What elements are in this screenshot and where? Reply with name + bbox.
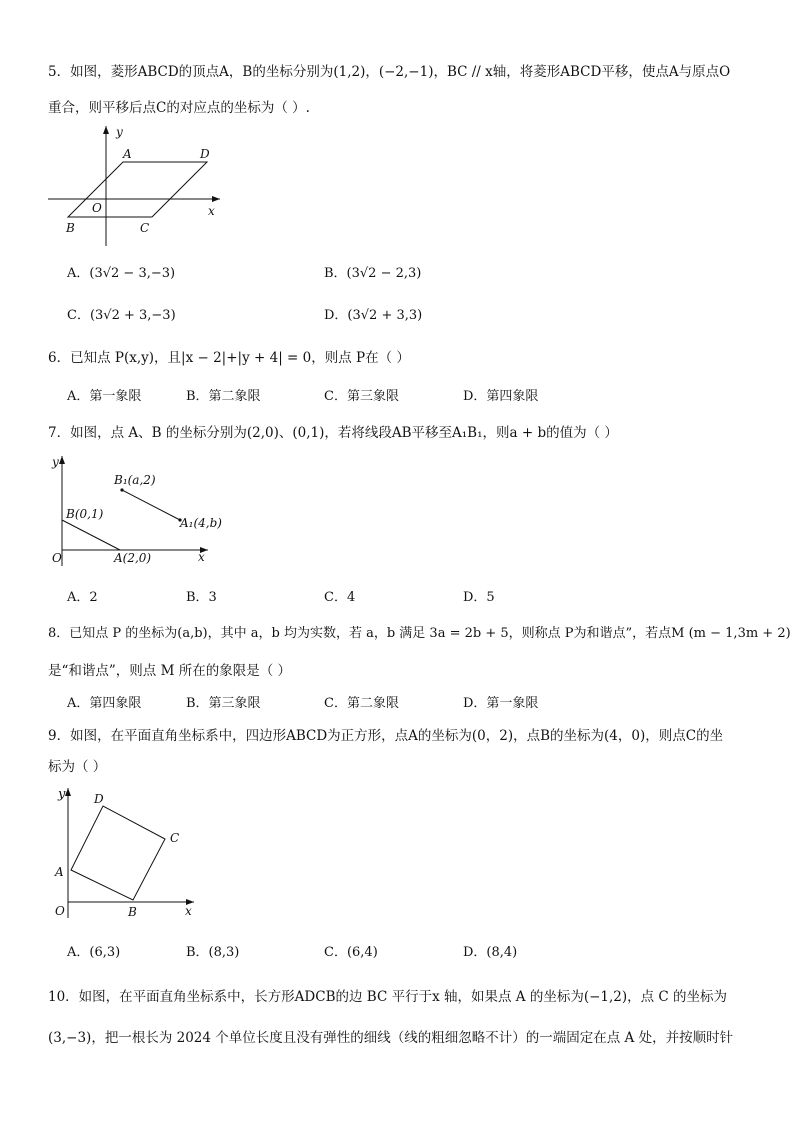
q5-rhombus-abcd xyxy=(68,162,207,217)
q9-option-c[interactable]: C．(6,4) xyxy=(324,945,378,960)
q5-option-c[interactable]: C．(3√2 + 3,−3) xyxy=(67,308,176,323)
q7-option-d[interactable]: D．5 xyxy=(463,590,495,605)
q5-rhombus-figure xyxy=(40,122,230,254)
q6-option-b[interactable]: B．第二象限 xyxy=(186,389,261,404)
q5-label-y: y xyxy=(116,125,123,139)
q5-label-o: O xyxy=(92,201,102,215)
q7-option-c[interactable]: C．4 xyxy=(324,590,356,605)
q7-label-a: A(2,0) xyxy=(114,551,152,565)
q7-label-b1: B₁(a,2) xyxy=(114,473,156,487)
q5-option-d[interactable]: D．(3√2 + 3,3) xyxy=(324,308,423,323)
q9-label-c: C xyxy=(170,831,180,845)
q8-stem-line2: 是“和谐点”，则点 M 所在的象限是（ ） xyxy=(48,663,291,679)
q7-option-a[interactable]: A．2 xyxy=(67,590,98,605)
q9-option-d[interactable]: D．(8,4) xyxy=(463,945,518,960)
q5-x-arrow xyxy=(212,196,220,202)
q8-stem-line1: 8．已知点 P 的坐标为(a,b)，其中 a，b 均为实数，若 a，b 满足 3a = 2b + 5，则称点 P为和谐点”，若点M (m − 1,3m + 2) xyxy=(48,626,791,641)
q7-label-o: O xyxy=(52,551,62,565)
q9-label-d: D xyxy=(94,792,104,806)
q9-stem-line2: 标为（ ） xyxy=(48,759,107,775)
q5-label-b: B xyxy=(66,221,75,235)
q10-stem-line2: (3,−3)，把一根长为 2024 个单位长度且没有弹性的细线（线的粗细忽略不计）的一端固定在点 A 处，并按顺时针 xyxy=(48,1030,734,1046)
q7-segment-figure xyxy=(44,450,222,570)
q9-label-a: A xyxy=(55,865,64,879)
q7-stem-line1: 7．如图，点 A、B 的坐标分别为(2,0)、(0,1)，若将线段AB平移至A₁B₁，则a + b的值为（ ） xyxy=(48,425,618,441)
q8-option-a[interactable]: A．第四象限 xyxy=(67,696,142,711)
q5-stem-line2: 重合，则平移后点C的对应点的坐标为（ ）. xyxy=(48,100,310,116)
q7-option-b[interactable]: B．3 xyxy=(186,590,217,605)
q6-stem-line1: 6．已知点 P(x,y)，且|x − 2|+|y + 4| = 0，则点 P在（ ） xyxy=(48,350,410,366)
q10-stem-line1: 10．如图，在平面直角坐标系中，长方形ADCB的边 BC 平行于x 轴，如果点 A 的坐标为(−1,2)，点 C 的坐标为 xyxy=(48,989,728,1005)
q9-option-b[interactable]: B．(8,3) xyxy=(186,945,240,960)
q9-option-a[interactable]: A．(6,3) xyxy=(67,945,121,960)
q7-label-x: x xyxy=(198,550,205,564)
q9-y-arrow xyxy=(65,788,71,796)
q8-option-c[interactable]: C．第二象限 xyxy=(324,696,399,711)
q7-segment-ab xyxy=(62,520,120,550)
q5-label-x: x xyxy=(208,204,215,218)
q6-option-c[interactable]: C．第三象限 xyxy=(324,389,399,404)
q8-option-d[interactable]: D．第一象限 xyxy=(463,696,539,711)
q7-label-y: y xyxy=(52,455,59,469)
q5-label-c: C xyxy=(140,221,150,235)
q9-label-x: x xyxy=(185,904,192,918)
q6-option-a[interactable]: A．第一象限 xyxy=(67,389,142,404)
q5-option-b[interactable]: B．(3√2 − 2,3) xyxy=(324,266,422,281)
q9-label-y: y xyxy=(58,787,66,802)
q7-label-a1: A₁(4,b) xyxy=(180,516,222,530)
q5-label-a: A xyxy=(123,147,132,161)
q8-option-b[interactable]: B．第三象限 xyxy=(186,696,261,711)
q9-label-b: B xyxy=(128,905,137,919)
q5-stem-line1: 5．如图，菱形ABCD的顶点A，B的坐标分别为(1,2)，(−2,−1)，BC // x轴，将菱形ABCD平移，使点A与原点O xyxy=(48,64,731,80)
q5-option-a[interactable]: A．(3√2 − 3,−3) xyxy=(67,266,176,281)
q7-label-b: B(0,1) xyxy=(66,507,104,521)
q9-stem-line1: 9．如图，在平面直角坐标系中，四边形ABCD为正方形，点A的坐标为(0，2)，点B的坐标为(4，0)，则点C的坐 xyxy=(48,728,724,744)
q7-y-arrow xyxy=(59,456,65,464)
q5-y-arrow xyxy=(103,126,109,134)
q9-square-abcd xyxy=(71,806,165,900)
q9-square-figure xyxy=(44,782,204,924)
q6-option-d[interactable]: D．第四象限 xyxy=(463,389,539,404)
q7-segment-a1b1 xyxy=(122,490,180,520)
q9-label-o: O xyxy=(55,904,65,918)
q5-label-d: D xyxy=(200,147,210,161)
